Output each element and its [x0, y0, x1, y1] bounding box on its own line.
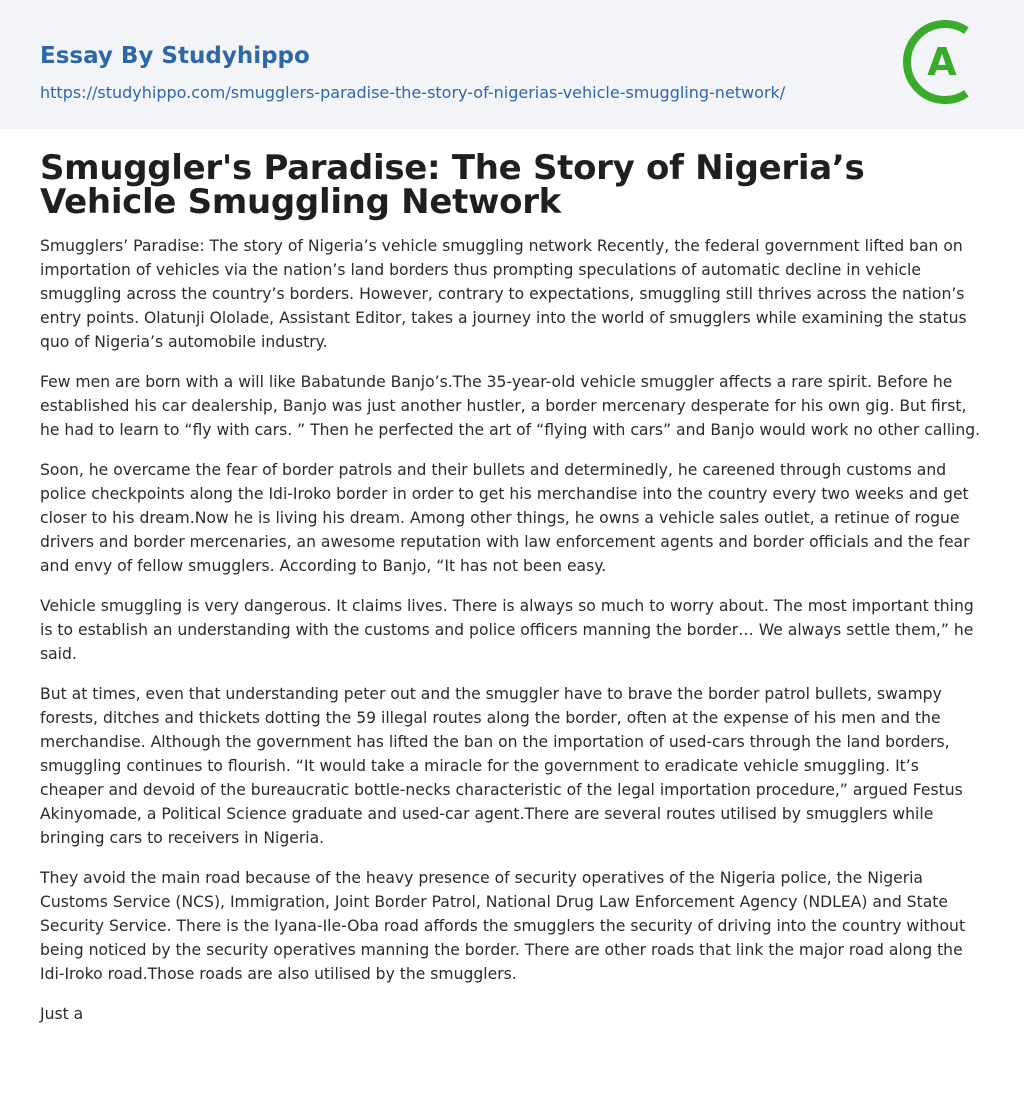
article-paragraph-2: Few men are born with a will like Babatunde Banjo’s.The 35-year-old vehicle smuggler affects a rare spirit. Before he established his car dealership, Banjo was just another hustler, a border mercenary desperate for his own gig. But first, he had to learn to “fly with cars. ” Then he perfected the art of “flying with cars” and Banjo would work no other calling. — [40, 373, 981, 439]
studyhippo-logo-icon[interactable] — [900, 20, 984, 104]
article-paragraph-4: Vehicle smuggling is very dangerous. It claims lives. There is always so much to worry about. The most important thing is to establish an understanding with the customs and police officers manning the border… We always settle them,” he said. — [40, 597, 974, 663]
article-paragraph-7: Just a — [40, 1005, 84, 1023]
article-paragraph-6: They avoid the main road because of the heavy presence of security operatives of the Nigeria police, the Nigeria Customs Service (NCS), Immigration, Joint Border Patrol, National Drug Law Enforcement Agency (NDLEA) and State Security Service. There is the Iyana-Ile-Oba road affords the smugglers the security of driving into the country without being noticed by the security operatives manning the border. There are other roads that link the major road along the Idi-Iroko road.Those roads are also utilised by the smugglers. — [40, 869, 966, 983]
article-paragraph-5: But at times, even that understanding peter out and the smuggler have to brave the border patrol bullets, swampy forests, ditches and thickets dotting the 59 illegal routes along the border, often at the expense of his men and the merchandise. Although the government has lifted the ban on the importation of used-cars through the land borders, smuggling continues to flourish. “It would take a miracle for the government to eradicate vehicle smuggling. It’s cheaper and devoid of the bureaucratic bottle-necks characteristic of the legal importation procedure,” argued Festus Akinyomade, a Political Science graduate and used-car agent.There are several routes utilised by smugglers while bringing cars to receivers in Nigeria. — [40, 685, 963, 847]
article-paragraph-3: Soon, he overcame the fear of border patrols and their bullets and determinedly, he careened through customs and police checkpoints along the Idi-Iroko border in order to get his merchandise into the country every two weeks and get closer to his dream.Now he is living his dream. Among other things, he owns a vehicle sales outlet, a retinue of rogue drivers and border mercenaries, an awesome reputation with law enforcement agents and border officials and the fear and envy of fellow smugglers. According to Banjo, “It has not been easy. — [40, 461, 970, 575]
source-url-link[interactable]: https://studyhippo.com/smugglers-paradise-the-story-of-nigerias-vehicle-smuggling-network/ — [40, 83, 786, 102]
site-header — [0, 0, 1024, 129]
logo-letter: A — [927, 40, 957, 84]
article-paragraph-1: Smugglers’ Paradise: The story of Nigeria’s vehicle smuggling network Recently, the federal government lifted ban on importation of vehicles via the nation’s land borders thus prompting speculations of automatic decline in vehicle smuggling across the country’s borders. However, contrary to expectations, smuggling still thrives across the nation’s entry points. Olatunji Ololade, Assistant Editor, takes a journey into the world of smugglers while examining the status quo of Nigeria’s automobile industry. — [40, 237, 967, 351]
article — [0, 129, 1024, 1026]
brand-title[interactable]: Essay By Studyhippo — [40, 43, 310, 69]
article-title: Smuggler's Paradise: The Story of Nigeria’s Vehicle Smuggling Network — [40, 148, 865, 222]
